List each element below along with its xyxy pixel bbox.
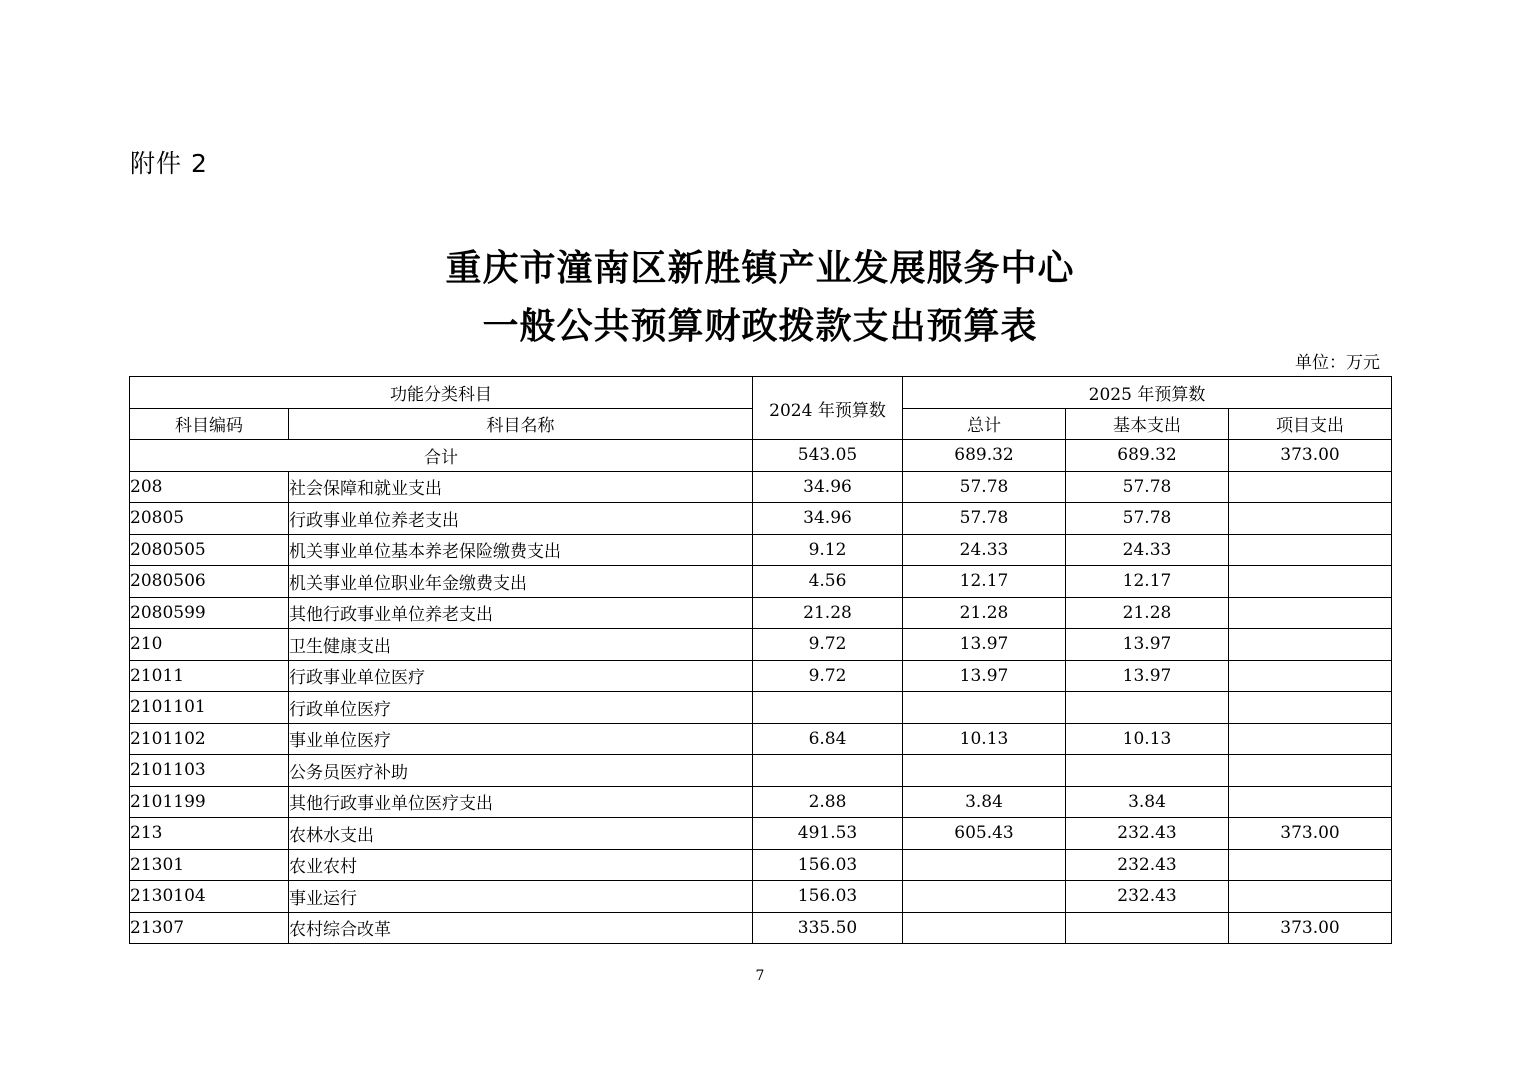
cell-project <box>1229 723 1392 755</box>
cell-basic: 232.43 <box>1066 849 1229 881</box>
cell-project <box>1229 849 1392 881</box>
cell-name: 农业农村 <box>289 849 753 881</box>
cell-code: 20805 <box>130 503 289 535</box>
cell-project <box>1229 786 1392 818</box>
cell-basic: 21.28 <box>1066 597 1229 629</box>
cell-name: 其他行政事业单位医疗支出 <box>289 786 753 818</box>
cell-code: 2101199 <box>130 786 289 818</box>
cell-project <box>1229 692 1392 724</box>
cell-code: 2080599 <box>130 597 289 629</box>
cell-basic: 232.43 <box>1066 881 1229 913</box>
total-total: 689.32 <box>903 440 1066 472</box>
table-row <box>130 723 1392 755</box>
cell-budget-2024: 156.03 <box>753 849 903 881</box>
cell-name: 机关事业单位基本养老保险缴费支出 <box>289 534 753 566</box>
header-code: 科目编码 <box>130 408 289 440</box>
cell-name: 事业运行 <box>289 881 753 913</box>
cell-budget-2024: 2.88 <box>753 786 903 818</box>
cell-project <box>1229 629 1392 661</box>
header-total: 总计 <box>903 408 1066 440</box>
cell-code: 2101101 <box>130 692 289 724</box>
table-row <box>130 660 1392 692</box>
cell-basic: 13.97 <box>1066 660 1229 692</box>
cell-total: 605.43 <box>903 818 1066 850</box>
page-number: 7 <box>755 968 765 984</box>
budget-table <box>129 376 1392 944</box>
total-b2024: 543.05 <box>753 440 903 472</box>
cell-budget-2024: 34.96 <box>753 503 903 535</box>
cell-name: 社会保障和就业支出 <box>289 471 753 503</box>
cell-name: 其他行政事业单位养老支出 <box>289 597 753 629</box>
table-row <box>130 597 1392 629</box>
cell-basic: 57.78 <box>1066 471 1229 503</box>
cell-project: 373.00 <box>1229 818 1392 850</box>
cell-basic: 3.84 <box>1066 786 1229 818</box>
cell-budget-2024: 6.84 <box>753 723 903 755</box>
cell-name: 农林水支出 <box>289 818 753 850</box>
table-row <box>130 471 1392 503</box>
cell-total: 13.97 <box>903 660 1066 692</box>
cell-code: 2130104 <box>130 881 289 913</box>
cell-code: 21011 <box>130 660 289 692</box>
header-row-1 <box>130 377 1392 409</box>
document-title-line2: 一般公共预算财政拨款支出预算表 <box>482 306 1038 347</box>
unit-label: 单位：万元 <box>1295 353 1380 373</box>
cell-project <box>1229 755 1392 787</box>
cell-total: 12.17 <box>903 566 1066 598</box>
table-row <box>130 912 1392 944</box>
cell-budget-2024: 156.03 <box>753 881 903 913</box>
table-row <box>130 566 1392 598</box>
cell-project <box>1229 566 1392 598</box>
cell-code: 210 <box>130 629 289 661</box>
cell-code: 2080506 <box>130 566 289 598</box>
header-functional-category: 功能分类科目 <box>130 377 753 409</box>
cell-total: 57.78 <box>903 503 1066 535</box>
header-basic: 基本支出 <box>1066 408 1229 440</box>
cell-budget-2024: 34.96 <box>753 471 903 503</box>
cell-total <box>903 912 1066 944</box>
cell-budget-2024: 335.50 <box>753 912 903 944</box>
cell-budget-2024: 9.72 <box>753 629 903 661</box>
cell-budget-2024 <box>753 692 903 724</box>
cell-total: 3.84 <box>903 786 1066 818</box>
cell-code: 2101103 <box>130 755 289 787</box>
table-row <box>130 786 1392 818</box>
cell-total: 21.28 <box>903 597 1066 629</box>
cell-budget-2024: 4.56 <box>753 566 903 598</box>
table-row <box>130 755 1392 787</box>
cell-project: 373.00 <box>1229 912 1392 944</box>
total-label: 合计 <box>130 440 753 472</box>
cell-project <box>1229 534 1392 566</box>
cell-basic <box>1066 912 1229 944</box>
cell-basic: 57.78 <box>1066 503 1229 535</box>
cell-total: 13.97 <box>903 629 1066 661</box>
header-budget-2024: 2024 年预算数 <box>753 377 903 440</box>
cell-budget-2024 <box>753 755 903 787</box>
table-row <box>130 881 1392 913</box>
cell-basic: 13.97 <box>1066 629 1229 661</box>
header-budget-2025: 2025 年预算数 <box>903 377 1392 409</box>
cell-code: 21301 <box>130 849 289 881</box>
cell-total: 24.33 <box>903 534 1066 566</box>
cell-total <box>903 849 1066 881</box>
cell-basic: 10.13 <box>1066 723 1229 755</box>
cell-project <box>1229 881 1392 913</box>
cell-basic <box>1066 755 1229 787</box>
cell-budget-2024: 491.53 <box>753 818 903 850</box>
cell-code: 21307 <box>130 912 289 944</box>
cell-name: 卫生健康支出 <box>289 629 753 661</box>
table-row <box>130 503 1392 535</box>
cell-name: 公务员医疗补助 <box>289 755 753 787</box>
cell-budget-2024: 9.72 <box>753 660 903 692</box>
cell-project <box>1229 597 1392 629</box>
cell-total <box>903 881 1066 913</box>
cell-name: 行政事业单位养老支出 <box>289 503 753 535</box>
cell-total <box>903 755 1066 787</box>
header-project: 项目支出 <box>1229 408 1392 440</box>
cell-name: 农村综合改革 <box>289 912 753 944</box>
cell-code: 213 <box>130 818 289 850</box>
document-title-line1: 重庆市潼南区新胜镇产业发展服务中心 <box>445 248 1075 289</box>
cell-basic: 24.33 <box>1066 534 1229 566</box>
cell-budget-2024: 21.28 <box>753 597 903 629</box>
cell-basic <box>1066 692 1229 724</box>
cell-basic: 12.17 <box>1066 566 1229 598</box>
table-row <box>130 849 1392 881</box>
table-row <box>130 818 1392 850</box>
total-row <box>130 440 1392 472</box>
cell-code: 2101102 <box>130 723 289 755</box>
cell-budget-2024: 9.12 <box>753 534 903 566</box>
total-basic: 689.32 <box>1066 440 1229 472</box>
cell-name: 事业单位医疗 <box>289 723 753 755</box>
cell-name: 机关事业单位职业年金缴费支出 <box>289 566 753 598</box>
cell-total: 57.78 <box>903 471 1066 503</box>
cell-code: 208 <box>130 471 289 503</box>
cell-total <box>903 692 1066 724</box>
attachment-label: 附件 2 <box>130 149 208 178</box>
cell-project <box>1229 660 1392 692</box>
cell-project <box>1229 471 1392 503</box>
table-row <box>130 534 1392 566</box>
cell-total: 10.13 <box>903 723 1066 755</box>
cell-project <box>1229 503 1392 535</box>
cell-basic: 232.43 <box>1066 818 1229 850</box>
table-row <box>130 692 1392 724</box>
cell-name: 行政单位医疗 <box>289 692 753 724</box>
total-project: 373.00 <box>1229 440 1392 472</box>
table-row <box>130 629 1392 661</box>
header-name: 科目名称 <box>289 408 753 440</box>
cell-code: 2080505 <box>130 534 289 566</box>
cell-name: 行政事业单位医疗 <box>289 660 753 692</box>
